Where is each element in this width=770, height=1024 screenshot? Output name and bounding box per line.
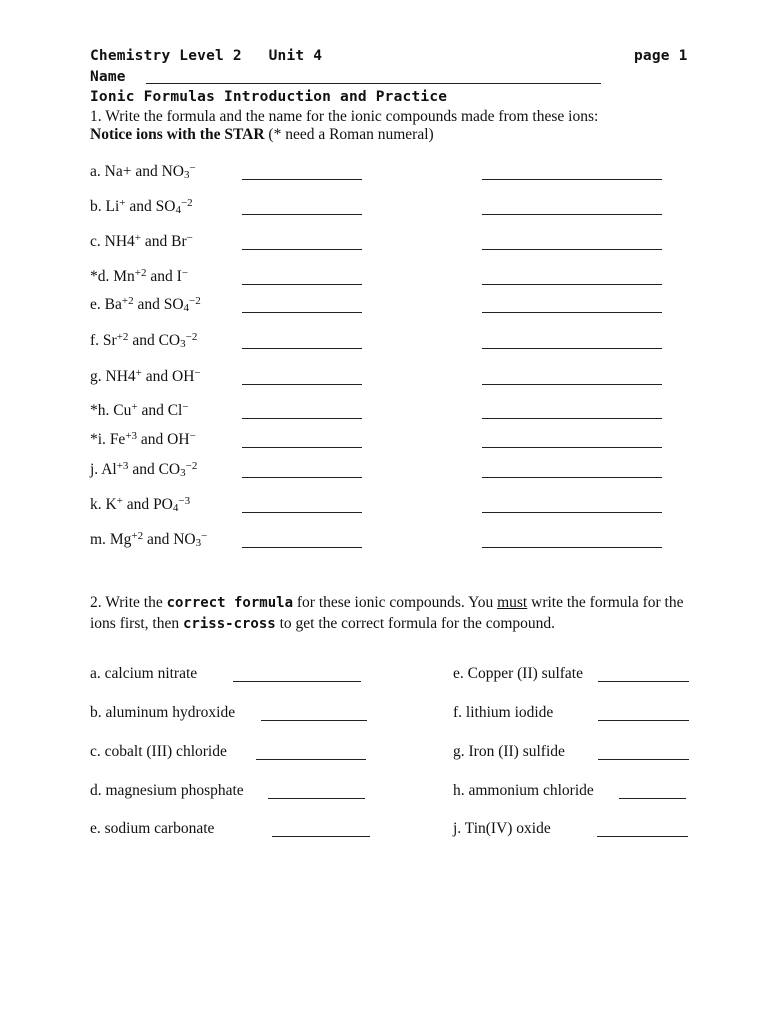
q2-text-5: to get the correct formula for the compound.: [275, 615, 556, 632]
formula-blank[interactable]: [619, 798, 686, 799]
item-letter: g.: [90, 368, 102, 385]
and-word: and: [146, 531, 170, 548]
anion-charge: −: [189, 430, 196, 442]
anion-charge: −3: [178, 495, 191, 507]
anion: OH: [167, 431, 190, 448]
q1-item: [90, 163, 196, 181]
and-word: and: [126, 496, 150, 513]
item-letter: *h.: [90, 402, 110, 419]
cation: NH4: [105, 368, 136, 385]
anion-subscript: 3: [180, 467, 186, 479]
compound-name: g. Iron (II) sulfide: [453, 743, 565, 760]
item-letter: j.: [90, 461, 99, 478]
q2-text-1: 2. Write the: [90, 594, 167, 611]
item-letter: *i.: [90, 431, 106, 448]
and-word: and: [150, 268, 173, 285]
q2-emphasis-criss-cross: criss-cross: [183, 616, 276, 632]
item-letter: b.: [90, 198, 102, 215]
anion-subscript: 4: [183, 302, 190, 314]
course-title: [90, 48, 322, 64]
formula-blank[interactable]: [242, 312, 362, 313]
cation-charge: +: [131, 401, 138, 413]
formula-blank[interactable]: [268, 798, 365, 799]
q1-item: [90, 431, 196, 449]
formula-blank[interactable]: [242, 249, 362, 250]
anion-charge: −: [182, 401, 189, 413]
name-blank[interactable]: [482, 348, 662, 349]
q1-item: [90, 496, 190, 514]
cation: Cu: [113, 402, 132, 419]
q1-item: [90, 233, 193, 251]
anion-charge: −: [181, 267, 189, 279]
formula-blank[interactable]: [272, 836, 370, 837]
formula-blank[interactable]: [242, 547, 362, 548]
and-word: and: [144, 233, 168, 250]
section-title: Ionic Formulas Introduction and Practice: [90, 89, 448, 105]
q1-item: [90, 332, 197, 350]
item-letter: c.: [90, 233, 101, 250]
cation: Sr: [102, 332, 117, 349]
anion: OH: [172, 368, 195, 385]
q1-item: [90, 402, 189, 420]
and-word: and: [141, 402, 164, 419]
anion-subscript: 3: [184, 169, 190, 181]
formula-blank[interactable]: [242, 214, 362, 215]
cation: Mg: [109, 531, 132, 548]
compound-name: b. aluminum hydroxide: [90, 704, 236, 721]
compound-name: d. magnesium phosphate: [90, 782, 244, 799]
name-blank[interactable]: [482, 384, 662, 385]
name-blank[interactable]: [146, 83, 601, 84]
cation-charge: +: [134, 232, 141, 244]
cation-charge: +: [119, 197, 126, 209]
q2-instruction-line2: [90, 615, 555, 633]
name-blank[interactable]: [482, 547, 662, 548]
formula-blank[interactable]: [242, 179, 362, 180]
anion: Cl: [167, 402, 183, 419]
formula-blank[interactable]: [242, 384, 362, 385]
cation: Na+: [104, 163, 132, 180]
cation-charge: +: [135, 367, 142, 379]
cation-charge: +2: [116, 331, 129, 343]
cation: Li: [105, 198, 120, 215]
anion-charge: −2: [185, 460, 198, 472]
anion-charge: −: [194, 367, 201, 379]
anion-charge: −: [201, 530, 208, 542]
and-word: and: [137, 296, 160, 313]
anion-charge: −: [189, 162, 196, 174]
formula-blank[interactable]: [242, 477, 362, 478]
cation-charge: +2: [121, 295, 134, 307]
name-blank[interactable]: [482, 179, 662, 180]
cation: Fe: [109, 431, 126, 448]
formula-blank[interactable]: [242, 447, 362, 448]
anion-subscript: 3: [180, 338, 186, 350]
item-letter: *d.: [90, 268, 110, 285]
item-letter: f.: [90, 332, 100, 349]
q2-emphasis-must: must: [497, 594, 528, 611]
name-blank[interactable]: [482, 312, 662, 313]
name-blank[interactable]: [482, 214, 662, 215]
formula-blank[interactable]: [598, 759, 689, 760]
compound-name: a. calcium nitrate: [90, 665, 198, 682]
q1-notice-bold: Notice ions with the STAR: [90, 126, 265, 143]
cation-charge: +3: [116, 460, 129, 472]
formula-blank[interactable]: [598, 720, 689, 721]
course-name: Chemistry Level 2: [90, 48, 242, 64]
page-number: page 1: [634, 48, 688, 64]
q1-item: [90, 296, 201, 314]
compound-name: e. Copper (II) sulfate: [453, 665, 583, 682]
q2-text-3: write the formula for the: [527, 594, 684, 611]
formula-blank[interactable]: [233, 681, 361, 682]
cation: Mn: [113, 268, 135, 285]
anion-charge: −2: [180, 197, 193, 209]
anion-subscript: 4: [175, 204, 181, 216]
cation-charge: +: [116, 495, 123, 507]
formula-blank[interactable]: [242, 418, 362, 419]
q1-item: [90, 198, 193, 216]
q1-item: [90, 268, 188, 286]
anion: $CO_3$: [158, 461, 186, 479]
name-label: Name: [90, 69, 126, 85]
and-word: and: [129, 198, 152, 215]
anion: Br: [171, 233, 187, 250]
q1-notice: [90, 126, 434, 144]
cation: Ba: [104, 296, 122, 313]
item-letter: a.: [90, 163, 101, 180]
q2-emphasis-correct-formula: correct formula: [166, 595, 294, 611]
compound-name: c. cobalt (III) chloride: [90, 743, 227, 760]
cation-charge: +2: [131, 530, 144, 542]
anion: I: [176, 268, 182, 285]
q1-notice-rest: (* need a Roman numeral): [264, 126, 434, 143]
name-blank[interactable]: [482, 418, 662, 419]
cation-charge: +3: [125, 430, 138, 442]
and-word: and: [145, 368, 169, 385]
cation-charge: +2: [134, 267, 147, 279]
compound-name: e. sodium carbonate: [90, 820, 215, 837]
formula-blank[interactable]: [256, 759, 366, 760]
anion-charge: −2: [189, 295, 201, 307]
formula-blank[interactable]: [261, 720, 367, 721]
q1-item: [90, 531, 207, 549]
anion: $NO_3$: [173, 531, 202, 549]
formula-blank[interactable]: [242, 512, 362, 513]
anion: $NO_3$: [161, 163, 190, 181]
q1-item: [90, 461, 197, 479]
cation: NH4: [104, 233, 135, 250]
q1-item: [90, 368, 201, 386]
formula-blank[interactable]: [597, 836, 688, 837]
and-word: and: [135, 163, 158, 180]
name-blank[interactable]: [482, 249, 662, 250]
anion-charge: −: [186, 232, 193, 244]
formula-blank[interactable]: [242, 284, 362, 285]
anion-subscript: 4: [172, 502, 179, 514]
item-letter: k.: [90, 496, 102, 513]
name-blank[interactable]: [482, 447, 662, 448]
cation: K: [105, 496, 117, 513]
formula-blank[interactable]: [598, 681, 689, 682]
compound-name: h. ammonium chloride: [453, 782, 594, 799]
cation: Al: [101, 461, 117, 478]
unit-label: Unit 4: [268, 48, 323, 64]
anion: $CO_3$: [158, 332, 186, 350]
compound-name: j. Tin(IV) oxide: [453, 820, 551, 837]
anion: $SO_4$: [163, 296, 190, 314]
q2-instruction-line1: [90, 594, 683, 612]
and-word: and: [140, 431, 164, 448]
and-word: and: [132, 332, 155, 349]
q1-instruction: 1. Write the formula and the name for the ionic compounds made from these ions:: [90, 108, 599, 125]
item-letter: e.: [90, 296, 101, 313]
name-blank[interactable]: [482, 512, 662, 513]
name-blank[interactable]: [482, 284, 662, 285]
anion: $SO_4$: [155, 198, 181, 216]
formula-blank[interactable]: [242, 348, 362, 349]
item-letter: m.: [90, 531, 106, 548]
and-word: and: [132, 461, 155, 478]
q2-text-2: for these ionic compounds. You: [293, 594, 498, 611]
compound-name: f. lithium iodide: [453, 704, 554, 721]
q2-text-4: ions first, then: [90, 615, 183, 632]
anion-subscript: 3: [195, 537, 202, 549]
anion: $PO_4$: [153, 496, 179, 514]
anion-charge: −2: [185, 331, 198, 343]
name-blank[interactable]: [482, 477, 662, 478]
